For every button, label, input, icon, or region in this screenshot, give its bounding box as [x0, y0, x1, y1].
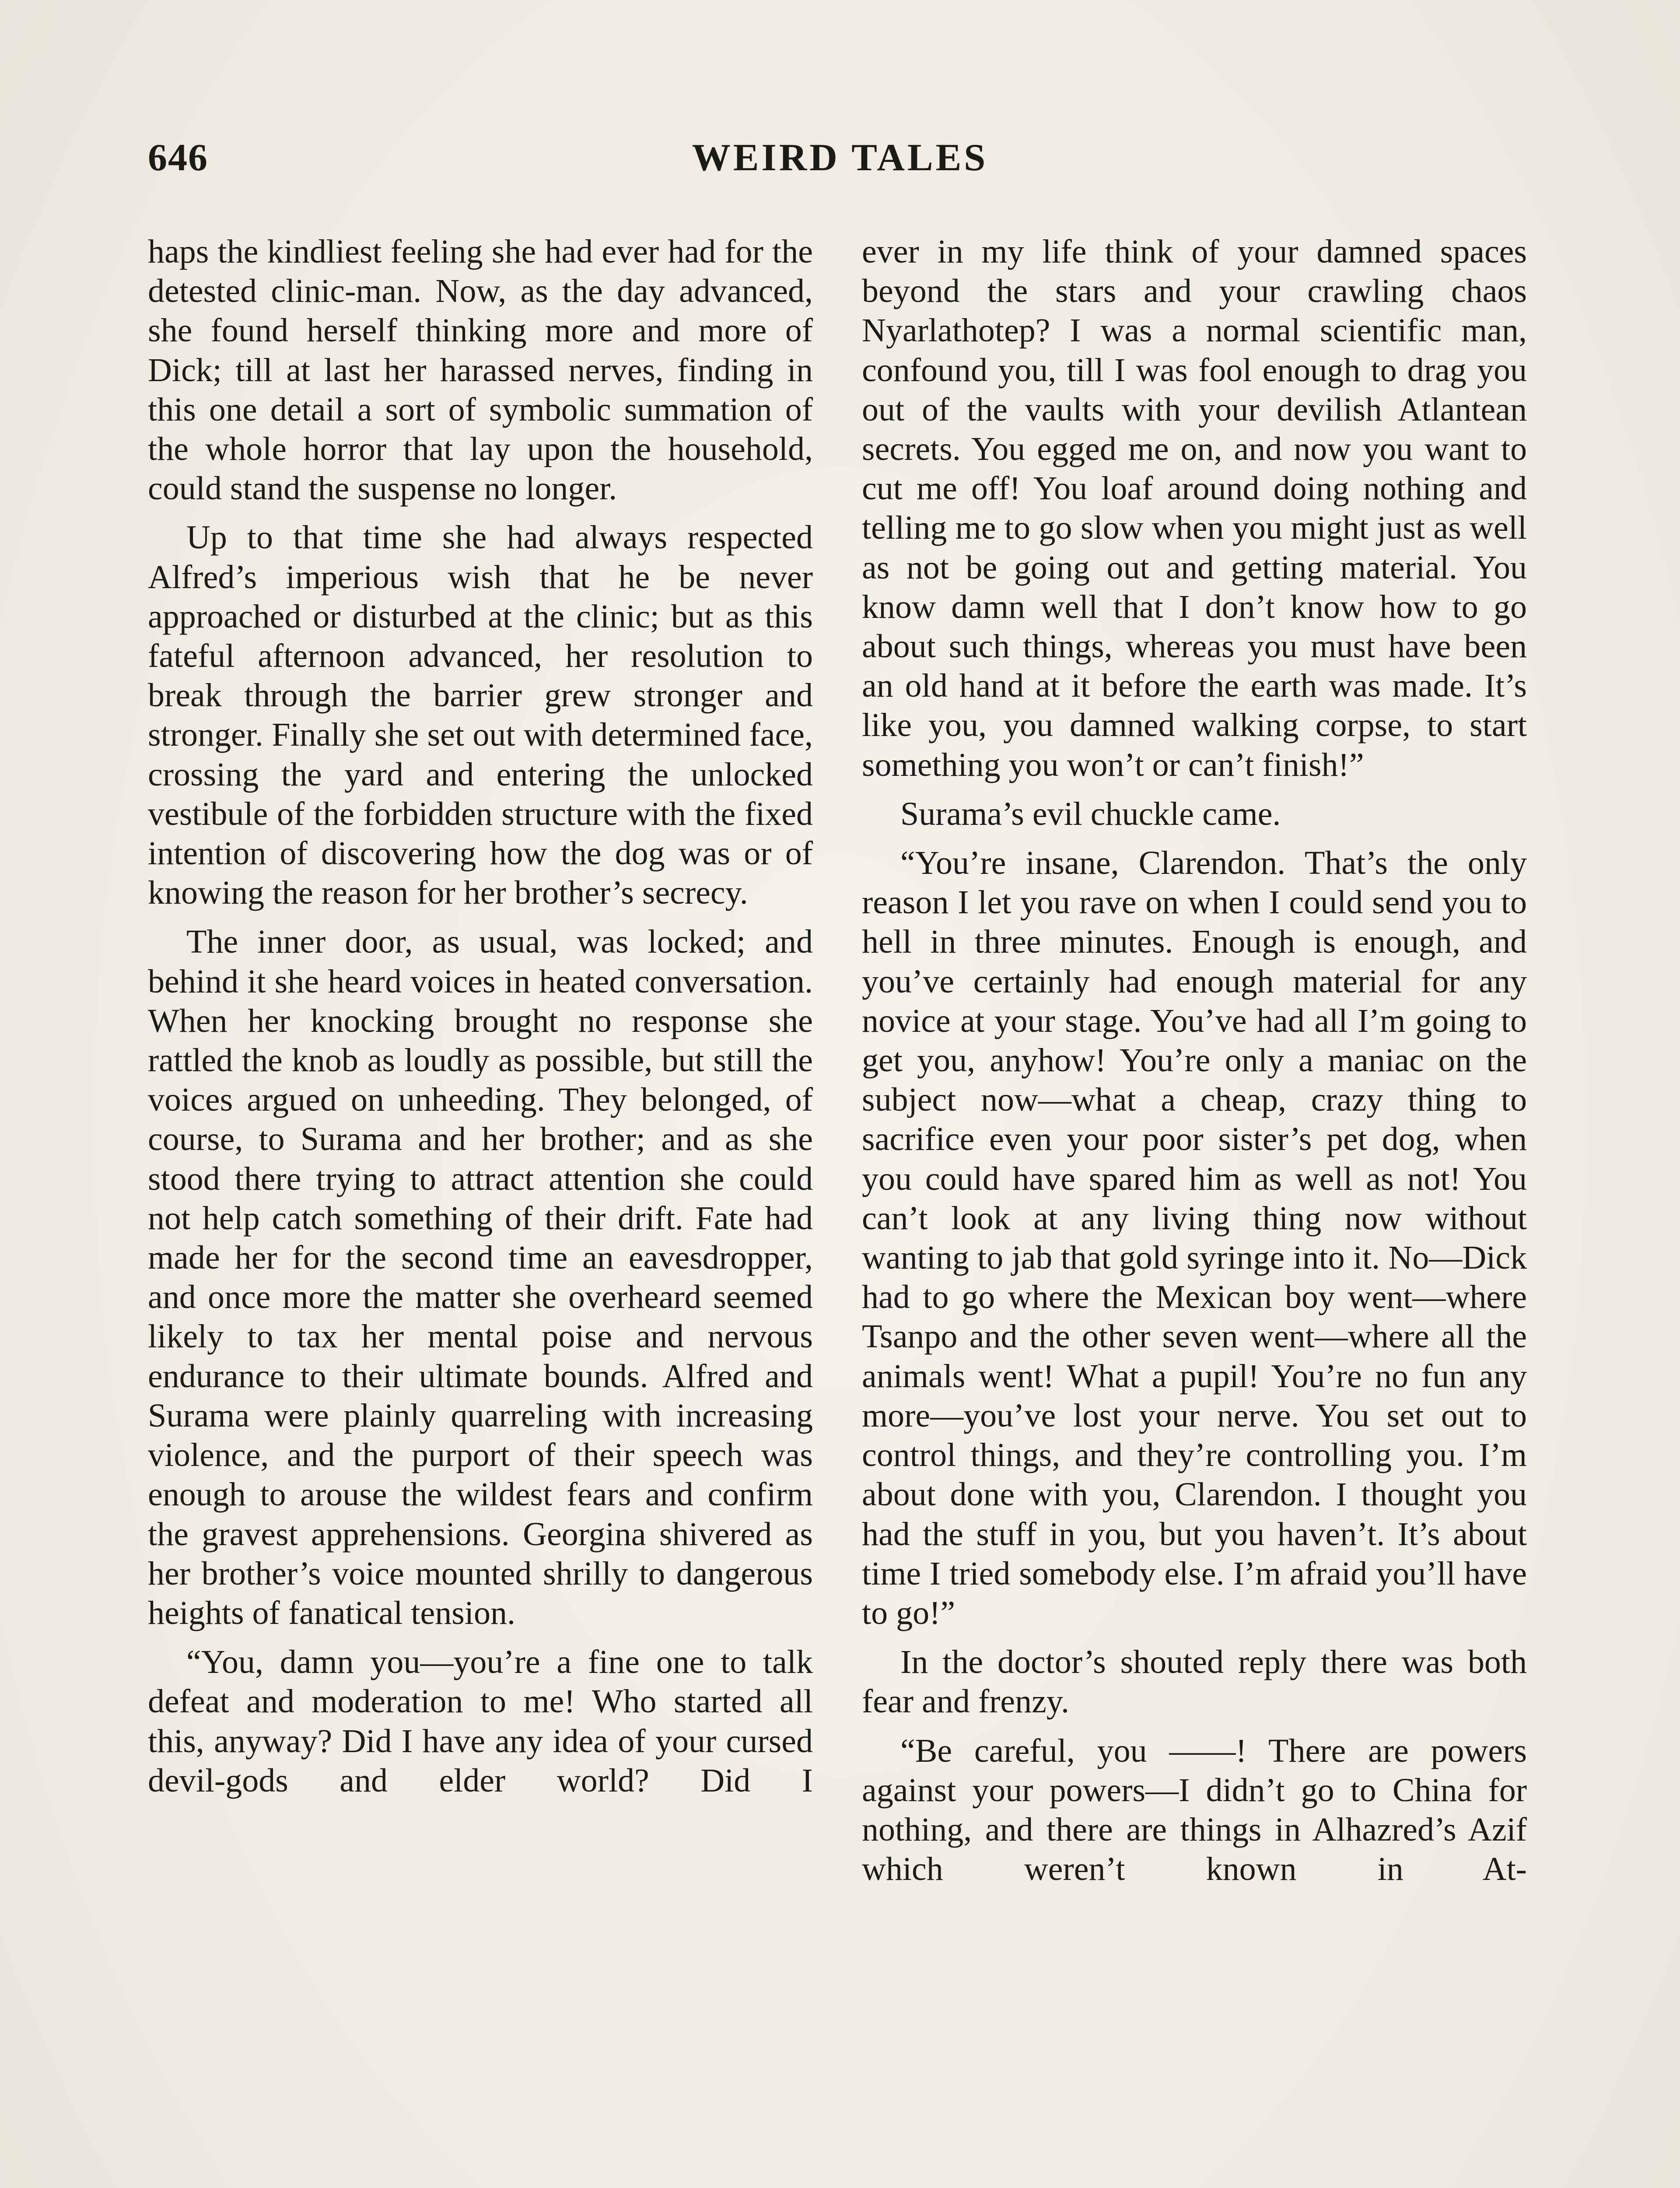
right-column [862, 232, 1527, 1898]
paragraph: haps the kindliest feeling she had ever had for the detested clinic-man. Now, as the day advanced, she found herself thinking more and more of Dick; till at last her harassed nerves, finding in this one detail a sort of symbolic summation of the whole horror that lay upon the household, could stand the suspense no longer. [148, 233, 813, 507]
left-column [148, 232, 813, 1810]
paragraph: “Be careful, you ——! There are powers against your powers—I didn’t go to China for nothing, and there are things in Alhazred’s Azif which weren’t known in At- [862, 1732, 1527, 1888]
paragraph: ever in my life think of your damned spaces beyond the stars and your crawling chaos Nyarlathotep? I was a normal scientific man, confound you, till I was fool enough to drag you out of the vaults with your devilish Atlantean secrets. You egged me on, and now you want to cut me off! You loaf around doing nothing and telling me to go slow when you might just as well as not be going out and getting material. You know damn well that I don’t know how to go about such things, whereas you must have been an old hand at it before the earth was made. It’s like you, you damned walking corpse, to start something you won’t or can’t finish!” [862, 233, 1527, 783]
page-header [148, 131, 1532, 184]
paragraph: In the doctor’s shouted reply there was both fear and frenzy. [862, 1644, 1527, 1720]
paragraph: “You, damn you—you’re a fine one to talk defeat and moderation to me! Who started all this, anyway? Did I have any idea of your cursed devil-gods and elder world? Did I [148, 1644, 813, 1799]
running-head: WEIRD TALES [692, 137, 988, 179]
paragraph: Surama’s evil chuckle came. [900, 795, 1281, 832]
paragraph: Up to that time she had always respected Alfred’s imperious wish that he be never approached or disturbed at the clinic; but as this fateful afternoon advanced, her resolution to break through the barrier grew stronger and stronger. Finally she set out with determined face, crossing the yard and entering the unlocked vestibule of the forbidden structure with the fixed intention of discovering how the dog was or of knowing the reason for her brother’s secrecy. [148, 519, 813, 912]
paragraph: “You’re insane, Clarendon. That’s the only reason I let you rave on when I could send you to hell in three minutes. Enough is enough, and you’ve certainly had enough material for any novice at your stage. You’ve had all I’m going to get you, anyhow! You’re only a maniac on the subject now—what a cheap, crazy thing to sacrifice even your poor sister’s pet dog, when you could have spared him as well as not! You can’t look at any living thing now without wanting to jab that gold syringe into it. No—Dick had to go where the Mexican boy went—where Tsanpo and the other seven went—where all the animals went! What a pupil! You’re no fun any more—you’ve lost your nerve. You set out to control things, and they’re controlling you. I’m about done with you, Clarendon. I thought you had the stuff in you, but you haven’t. It’s about time I tried somebody else. I’m afraid you’ll have to go!” [862, 845, 1527, 1631]
paragraph: The inner door, as usual, was locked; and behind it she heard voices in heated conversation. When her knocking brought no response she rattled the knob as loudly as possible, but still the voices argued on unheeding. They belonged, of course, to Surama and her brother; and as she stood there trying to attract attention she could not help catch something of their drift. Fate had made her for the second time an eavesdropper, and once more the matter she overheard seemed likely to tax her mental poise and nervous endurance to their ultimate bounds. Alfred and Surama were plainly quarreling with increasing violence, and the purport of their speech was enough to arouse the wildest fears and confirm the gravest apprehensions. Georgina shivered as her brother’s voice mounted shrilly to dangerous heights of fanatical tension. [148, 923, 813, 1631]
page-number: 646 [148, 137, 208, 179]
